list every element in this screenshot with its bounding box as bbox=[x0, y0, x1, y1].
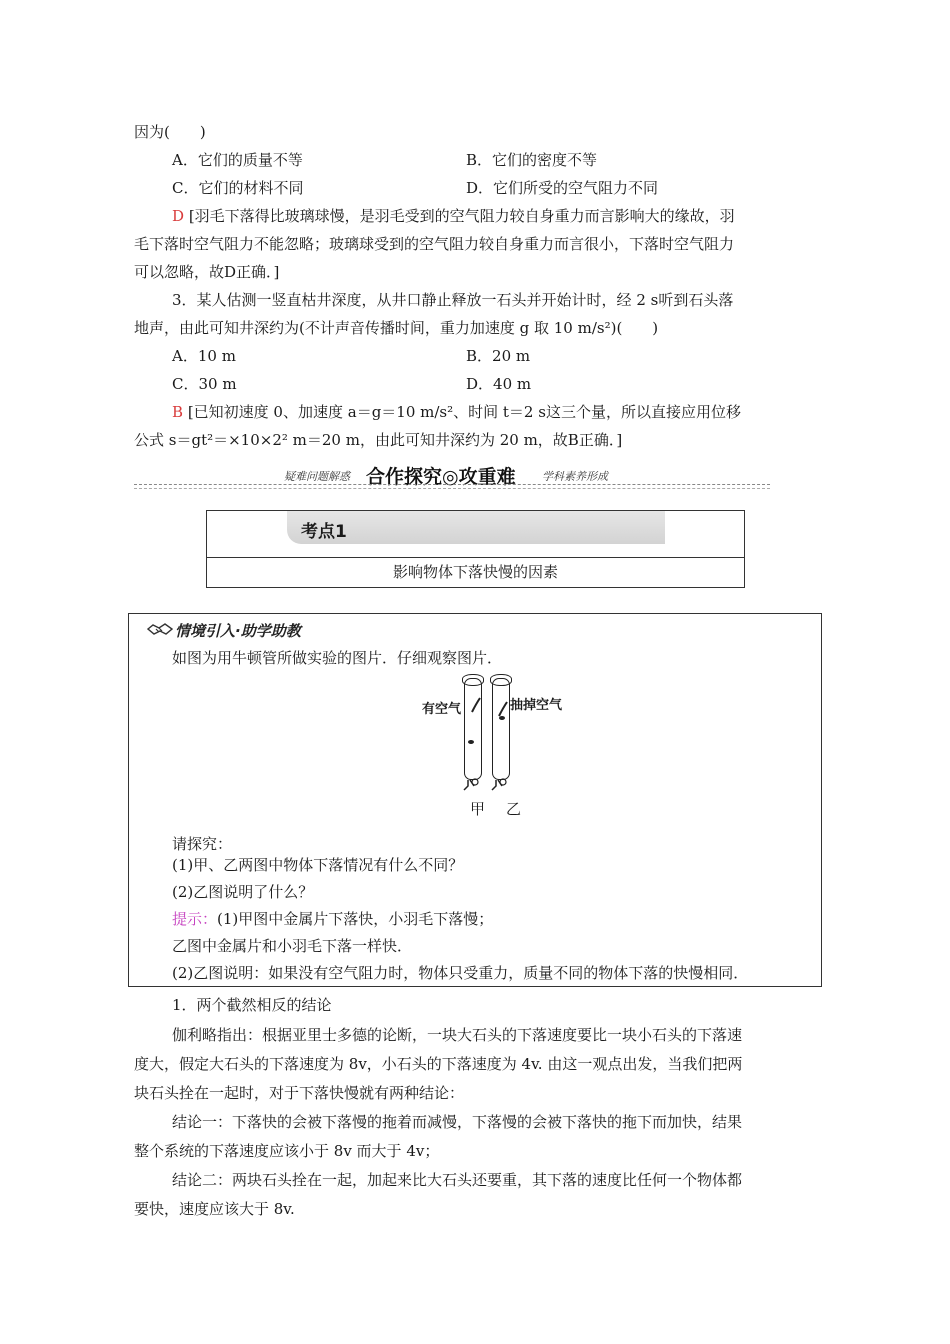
hint-label: 提示： bbox=[172, 910, 218, 928]
body-heading: 1．两个截然相反的结论 bbox=[172, 996, 332, 1014]
q2-explain-line-2: 毛下落时空气阻力不能忽略；玻璃球受到的空气阻力较自身重力而言很小，下落时空气阻力 bbox=[134, 235, 735, 253]
q2-option-d: D．它们所受的空气阻力不同 bbox=[466, 179, 659, 197]
q2-stem-tail: 因为( ) bbox=[134, 123, 206, 141]
q2-options-row1 bbox=[172, 150, 692, 170]
fig-label-no-air: 抽掉空气 bbox=[510, 698, 563, 713]
q2-option-a: A．它们的质量不等 bbox=[172, 151, 303, 169]
explore-prompt: 请探究： bbox=[172, 835, 233, 853]
q3-option-c: C．30 m bbox=[172, 375, 237, 393]
handshake-icon bbox=[147, 620, 173, 638]
q2-explain-text-1: [羽毛下落得比玻璃球慢，是羽毛受到的空气阻力较自身重力而言影响大的缘故，羽 bbox=[188, 207, 735, 225]
banner-dotted-line bbox=[134, 484, 770, 485]
q3-explain-text-1: [已知初速度 0、加速度 a＝g＝10 m/s²、时间 t＝2 s这三个量，所以直接应用位移 bbox=[187, 403, 741, 421]
kaodian-box bbox=[206, 510, 745, 588]
q3-explain-line-2: 公式 s＝gt²＝×10×2² m＝20 m，由此可知井深约为 20 m，故B正确．] bbox=[134, 431, 623, 449]
banner-center-title: 合作探究◎攻重难 bbox=[366, 466, 516, 488]
explore-intro: 如图为用牛顿管所做实验的图片．仔细观察图片． bbox=[172, 649, 503, 667]
coin-left-icon bbox=[468, 740, 474, 744]
fig-label-with-air: 有空气 bbox=[422, 702, 462, 717]
q2-answer-letter: D bbox=[172, 207, 185, 225]
q3-options-row1 bbox=[172, 346, 692, 366]
hint-text-1: (1)甲图中金属片下落快，小羽毛下落慢； bbox=[217, 910, 494, 928]
q3-options-row2 bbox=[172, 374, 692, 394]
banner-dotted-line-2 bbox=[134, 488, 770, 489]
kaodian-divider bbox=[207, 557, 744, 558]
body-p1-line-1: 伽利略指出：根据亚里士多德的论断，一块大石头的下落速度要比一块小石头的下落速 bbox=[172, 1026, 743, 1044]
explore-hint-line-3: (2)乙图说明：如果没有空气阻力时，物体只受重力，质量不同的物体下落的快慢相同． bbox=[172, 964, 749, 982]
q2-explain-line-1 bbox=[172, 206, 735, 226]
q3-stem-line-1: 3．某人估测一竖直枯井深度，从井口静止释放一石头并开始计时，经 2 s听到石头落 bbox=[172, 291, 734, 309]
caption-right: 乙 bbox=[506, 800, 522, 818]
explore-question-1: (1)甲、乙两图中物体下落情况有什么不同？ bbox=[172, 856, 464, 874]
banner-left-text: 疑难问题解惑 bbox=[284, 470, 350, 483]
body-p1-line-2: 度大，假定大石头的下落速度为 8v，小石头的下落速度为 4v. 由这一观点出发，当我们把两 bbox=[134, 1055, 743, 1073]
explore-question-2: (2)乙图说明了什么？ bbox=[172, 883, 314, 901]
kaodian-tab bbox=[287, 511, 665, 544]
body-p3-line-2: 要快，速度应该大于 8v. bbox=[134, 1200, 295, 1218]
q3-explain-line-1 bbox=[172, 402, 741, 422]
section-banner bbox=[134, 462, 770, 492]
q3-answer-letter: B bbox=[172, 403, 184, 421]
explore-hint-line-1 bbox=[172, 909, 493, 929]
explore-header: 情境引入·助学助教 bbox=[175, 622, 301, 640]
q2-options-row2 bbox=[172, 178, 692, 198]
feather-left-icon bbox=[472, 698, 480, 712]
coin-right-icon bbox=[499, 716, 505, 720]
tube-contents-drawing bbox=[422, 672, 572, 802]
body-p3-line-1: 结论二：两块石头拴在一起，加起来比大石头还要重，其下落的速度比任何一个物体都 bbox=[172, 1171, 743, 1189]
kaodian-title: 影响物体下落快慢的因素 bbox=[392, 563, 558, 581]
body-p1-line-3: 块石头拴在一起时，对于下落快慢就有两种结论： bbox=[134, 1084, 465, 1102]
q3-option-b: B．20 m bbox=[466, 347, 531, 365]
banner-right-text: 学科素养形成 bbox=[542, 470, 608, 483]
explore-hint-line-2: 乙图中金属片和小羽毛下落一样快． bbox=[172, 937, 413, 955]
q3-option-a: A．10 m bbox=[172, 347, 236, 365]
feather-right-icon bbox=[499, 702, 507, 716]
kaodian-label: 考点1 bbox=[301, 522, 347, 542]
newton-tube-figure bbox=[422, 672, 572, 820]
q3-option-d: D．40 m bbox=[466, 375, 532, 393]
q2-option-b: B．它们的密度不等 bbox=[466, 151, 598, 169]
q2-option-c: C．它们的材料不同 bbox=[172, 179, 304, 197]
body-p2-line-2: 整个系统的下落速度应该小于 8v 而大于 4v； bbox=[134, 1142, 440, 1160]
body-p2-line-1: 结论一：下落快的会被下落慢的拖着而减慢，下落慢的会被下落快的拖下而加快，结果 bbox=[172, 1113, 743, 1131]
q2-explain-line-3: 可以忽略，故D正确．] bbox=[134, 263, 280, 281]
caption-left: 甲 bbox=[470, 800, 486, 818]
q3-stem-line-2: 地声，由此可知井深约为(不计声音传播时间，重力加速度 g 取 10 m/s²)( ) bbox=[134, 319, 659, 337]
